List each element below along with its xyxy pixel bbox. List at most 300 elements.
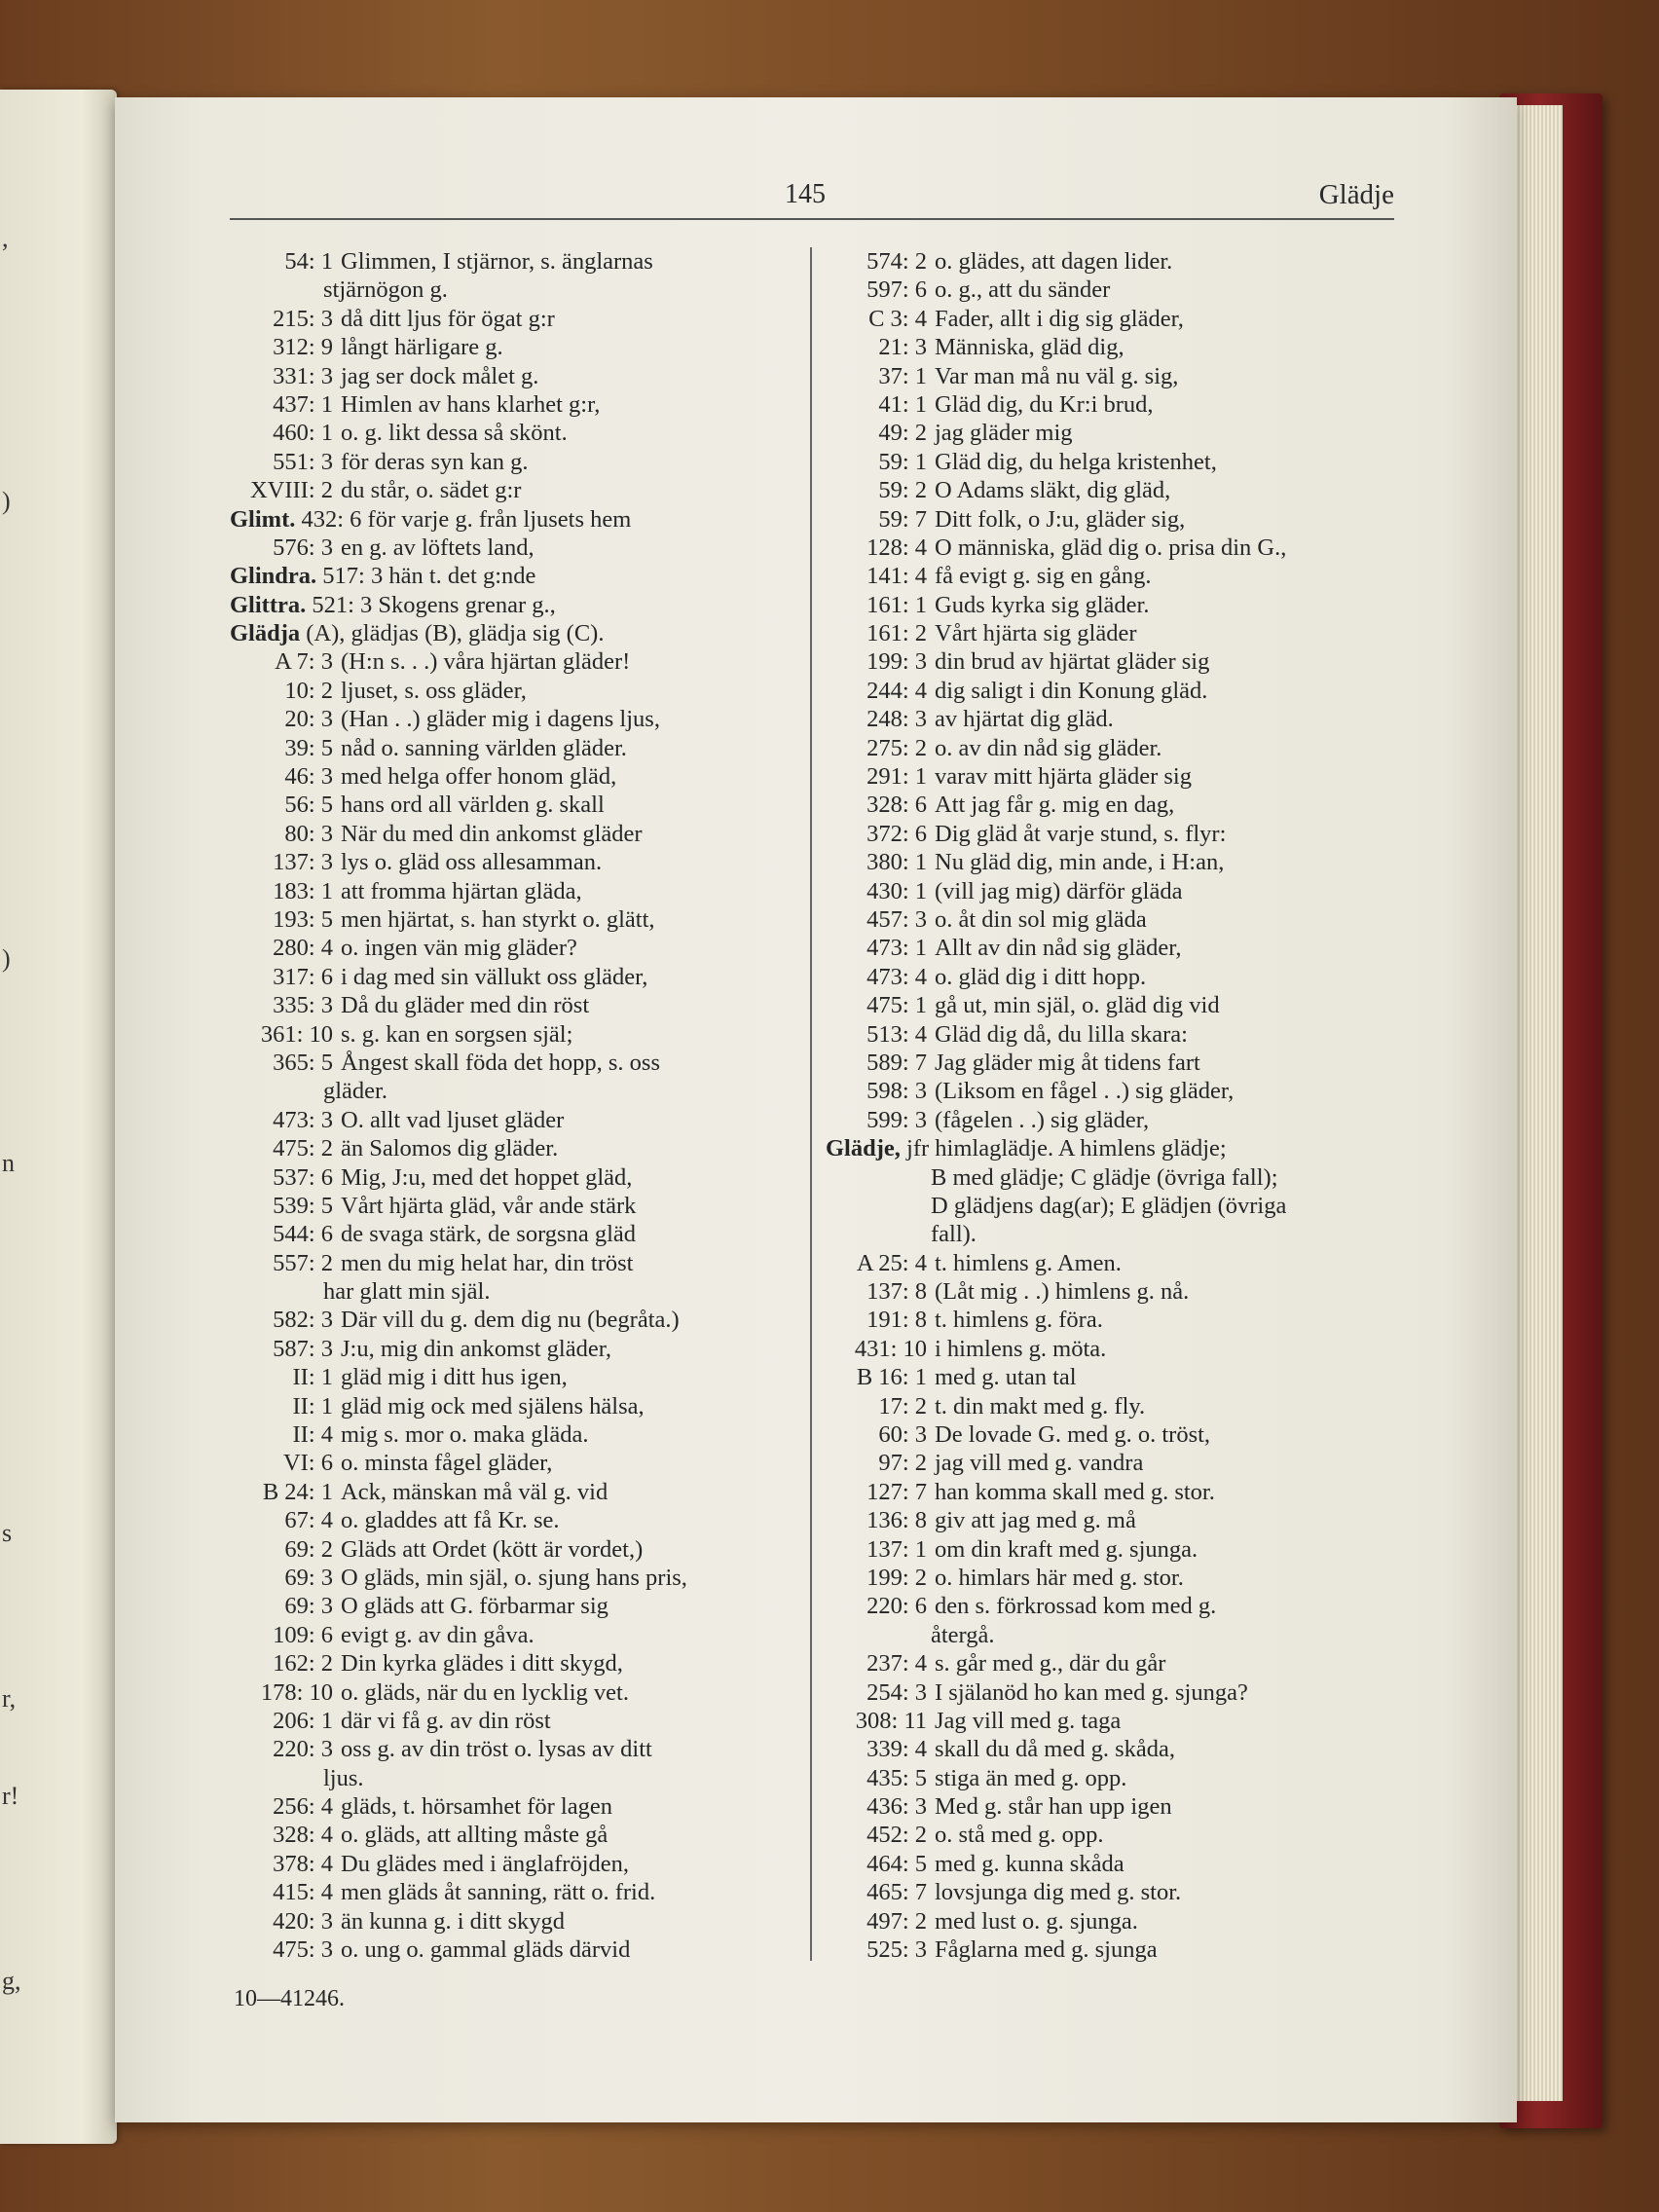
headword-line bbox=[826, 1134, 1392, 1162]
line-text: gläds, t. hörsamhet för lagen bbox=[341, 1793, 612, 1821]
line-text: oss g. av din tröst o. lysas av ditt bbox=[341, 1736, 652, 1763]
line-text: Jag gläder mig åt tidens fart bbox=[935, 1049, 1200, 1076]
line-text: Ack, mänskan må väl g. vid bbox=[341, 1478, 608, 1505]
line-text: Du glädes med i änglafröjden, bbox=[341, 1850, 629, 1877]
line-text: din brud av hjärtat gläder sig bbox=[935, 648, 1210, 676]
line-text: av hjärtat dig gläd. bbox=[935, 706, 1114, 733]
index-line bbox=[826, 762, 1392, 791]
hymn-reference: 460: 1 bbox=[273, 420, 333, 447]
index-line bbox=[826, 1506, 1392, 1534]
headword-text: 517: 3 hän t. det g:nde bbox=[322, 563, 536, 590]
hymn-reference: 380: 1 bbox=[866, 849, 927, 876]
hymn-reference: 361: 10 bbox=[260, 1020, 333, 1048]
index-line bbox=[230, 762, 793, 791]
hymn-reference: 437: 1 bbox=[273, 390, 333, 418]
index-line bbox=[826, 934, 1392, 962]
line-text: I själanöd ho kan med g. sjunga? bbox=[935, 1678, 1248, 1706]
index-line bbox=[826, 877, 1392, 905]
line-text: dig saligt i din Konung gläd. bbox=[935, 677, 1208, 704]
index-line bbox=[826, 1478, 1392, 1506]
line-text: Ditt folk, o J:u, gläder sig, bbox=[935, 505, 1186, 533]
line-text: stjärnögon g. bbox=[323, 276, 448, 304]
index-line bbox=[826, 1049, 1392, 1077]
line-text: o. gläds, när du en lycklig vet. bbox=[341, 1678, 629, 1706]
index-line bbox=[230, 1220, 793, 1248]
continuation-line bbox=[230, 276, 793, 304]
hymn-reference: 256: 4 bbox=[273, 1793, 333, 1821]
index-line bbox=[230, 677, 793, 705]
facing-page-edge bbox=[0, 90, 117, 2144]
hymn-reference: 430: 1 bbox=[866, 877, 927, 904]
line-text: lys o. gläd oss allesamman. bbox=[341, 849, 603, 876]
index-line bbox=[230, 1649, 793, 1677]
line-text: o. minsta fågel gläder, bbox=[341, 1450, 553, 1477]
hymn-reference: 161: 1 bbox=[866, 591, 927, 618]
index-line bbox=[230, 877, 793, 905]
hymn-reference: 317: 6 bbox=[273, 963, 333, 990]
hymn-reference: 244: 4 bbox=[866, 677, 927, 704]
index-line bbox=[230, 448, 793, 476]
line-text: o. ung o. gammal gläds därvid bbox=[341, 1936, 631, 1964]
line-text: (Liksom en fågel . .) sig gläder, bbox=[935, 1078, 1235, 1105]
line-text: Allt av din nåd sig gläder, bbox=[935, 935, 1182, 962]
line-text: Vårt hjärta gläd, vår ande stärk bbox=[341, 1192, 637, 1219]
hymn-reference: 162: 2 bbox=[273, 1650, 333, 1677]
page-number: 145 bbox=[785, 179, 826, 209]
hymn-reference: 328: 4 bbox=[273, 1822, 333, 1849]
line-text: än kunna g. i ditt skygd bbox=[341, 1907, 566, 1935]
line-text: Gläd dig, du Kr:i brud, bbox=[935, 390, 1154, 418]
hymn-reference: 39: 5 bbox=[284, 734, 333, 761]
index-line bbox=[230, 1134, 793, 1162]
index-line bbox=[826, 963, 1392, 991]
hymn-reference: 109: 6 bbox=[273, 1621, 333, 1648]
line-text: den s. förkrossad kom med g. bbox=[935, 1593, 1217, 1620]
index-line bbox=[230, 1392, 793, 1420]
index-line bbox=[230, 1592, 793, 1620]
line-text: o. åt din sol mig gläda bbox=[935, 905, 1147, 933]
hymn-reference: 576: 3 bbox=[273, 534, 333, 561]
index-line bbox=[230, 963, 793, 991]
hymn-reference: 378: 4 bbox=[273, 1850, 333, 1877]
index-line bbox=[826, 1335, 1392, 1363]
line-text: mig s. mor o. maka gläda. bbox=[341, 1421, 589, 1449]
hymn-reference: 191: 8 bbox=[866, 1307, 927, 1334]
index-line bbox=[826, 647, 1392, 676]
line-text: hans ord all världen g. skall bbox=[341, 792, 605, 819]
index-line bbox=[826, 448, 1392, 476]
line-text: Din kyrka glädes i ditt skygd, bbox=[341, 1650, 623, 1677]
index-line bbox=[230, 1363, 793, 1391]
index-line bbox=[230, 934, 793, 962]
hymn-reference: 59: 7 bbox=[878, 505, 927, 533]
hymn-reference: XVIII: 2 bbox=[249, 477, 333, 504]
line-text: giv att jag med g. må bbox=[935, 1507, 1136, 1534]
line-text: återgå. bbox=[931, 1621, 995, 1648]
index-line bbox=[230, 247, 793, 276]
line-text: få evigt g. sig en gång. bbox=[935, 563, 1152, 590]
hymn-reference: 128: 4 bbox=[866, 534, 927, 561]
index-line bbox=[826, 276, 1392, 304]
margin-fragment: ) bbox=[2, 487, 11, 515]
index-line bbox=[826, 1649, 1392, 1677]
index-line bbox=[230, 476, 793, 504]
line-text: gläd mig i ditt hus igen, bbox=[341, 1364, 568, 1391]
headword-text: (A), glädjas (B), glädja sig (C). bbox=[306, 620, 605, 647]
index-line bbox=[230, 1306, 793, 1334]
hymn-reference: 193: 5 bbox=[273, 905, 333, 933]
index-line bbox=[230, 1449, 793, 1477]
index-line bbox=[230, 1420, 793, 1449]
hymn-reference: 312: 9 bbox=[273, 334, 333, 361]
hymn-reference: 37: 1 bbox=[878, 362, 927, 389]
index-line bbox=[826, 734, 1392, 762]
line-text: Gläd dig, du helga kristenhet, bbox=[935, 448, 1217, 475]
line-text: Gläd dig då, du lilla skara: bbox=[935, 1020, 1188, 1048]
line-text: Himlen av hans klarhet g:r, bbox=[341, 390, 601, 418]
line-text: t. himlens g. Amen. bbox=[935, 1249, 1122, 1276]
line-text: D glädjens dag(ar); E glädjen (övriga bbox=[931, 1192, 1287, 1219]
index-line bbox=[230, 1735, 793, 1763]
hymn-reference: 237: 4 bbox=[866, 1650, 927, 1677]
line-text: ljuset, s. oss gläder, bbox=[341, 677, 527, 704]
hymn-reference: A 7: 3 bbox=[275, 648, 333, 676]
hymn-reference: 473: 1 bbox=[866, 935, 927, 962]
hymn-reference: 215: 3 bbox=[273, 305, 333, 332]
hymn-reference: 589: 7 bbox=[866, 1049, 927, 1076]
hymn-reference: II: 4 bbox=[292, 1421, 333, 1449]
margin-fragment: r, bbox=[2, 1684, 17, 1713]
index-line bbox=[230, 534, 793, 562]
headword-line bbox=[230, 505, 793, 534]
hymn-reference: 597: 6 bbox=[866, 276, 927, 304]
hymn-reference: C 3: 4 bbox=[868, 305, 927, 332]
line-text: Fåglarna med g. sjunga bbox=[935, 1936, 1158, 1964]
index-line bbox=[230, 1792, 793, 1821]
hymn-reference: 452: 2 bbox=[866, 1822, 927, 1849]
hymn-reference: 372: 6 bbox=[866, 820, 927, 847]
hymn-reference: 141: 4 bbox=[866, 563, 927, 590]
line-text: jag ser dock målet g. bbox=[341, 362, 539, 389]
index-line bbox=[230, 734, 793, 762]
line-text: s. går med g., där du går bbox=[935, 1650, 1166, 1677]
hymn-reference: 497: 2 bbox=[866, 1907, 927, 1935]
index-line bbox=[826, 1363, 1392, 1391]
line-text: Vårt hjärta sig gläder bbox=[935, 620, 1137, 647]
line-text: o. stå med g. opp. bbox=[935, 1822, 1104, 1849]
index-line bbox=[826, 1564, 1392, 1592]
index-line bbox=[826, 362, 1392, 390]
index-line bbox=[826, 305, 1392, 333]
hymn-reference: 97: 2 bbox=[878, 1450, 927, 1477]
line-text: men hjärtat, s. han styrkt o. glätt, bbox=[341, 905, 655, 933]
line-text: o. gladdes att få Kr. se. bbox=[341, 1507, 560, 1534]
hymn-reference: 415: 4 bbox=[273, 1879, 333, 1906]
index-line bbox=[230, 791, 793, 819]
index-line bbox=[826, 1707, 1392, 1735]
line-text: Med g. står han upp igen bbox=[935, 1793, 1172, 1821]
line-text: Mig, J:u, med det hoppet gläd, bbox=[341, 1163, 633, 1191]
index-line bbox=[826, 1020, 1392, 1049]
index-line bbox=[230, 705, 793, 733]
index-line bbox=[826, 1249, 1392, 1277]
index-line bbox=[826, 476, 1392, 504]
index-line bbox=[826, 1106, 1392, 1134]
continuation-line bbox=[826, 1192, 1392, 1220]
index-line bbox=[230, 820, 793, 848]
line-text: då ditt ljus för ögat g:r bbox=[341, 305, 555, 332]
index-line bbox=[230, 1878, 793, 1906]
line-text: skall du då med g. skåda, bbox=[935, 1736, 1175, 1763]
index-line bbox=[826, 1850, 1392, 1878]
index-line bbox=[826, 1392, 1392, 1420]
headword-line bbox=[230, 619, 793, 647]
index-line bbox=[826, 247, 1392, 276]
hymn-reference: 41: 1 bbox=[878, 390, 927, 418]
line-text: De lovade G. med g. o. tröst, bbox=[935, 1421, 1211, 1449]
continuation-line bbox=[230, 1277, 793, 1306]
headword: Glimt. bbox=[230, 505, 296, 533]
line-text: (Han . .) gläder mig i dagens ljus, bbox=[341, 706, 660, 733]
line-text: O gläds, min själ, o. sjung hans pris, bbox=[341, 1564, 687, 1591]
hymn-reference: 137: 1 bbox=[866, 1535, 927, 1563]
line-text: o. g. likt dessa så skönt. bbox=[341, 420, 568, 447]
running-head: Glädje bbox=[1318, 179, 1394, 210]
index-line bbox=[230, 1249, 793, 1277]
hymn-reference: 10: 2 bbox=[284, 677, 333, 704]
hymn-reference: 280: 4 bbox=[273, 935, 333, 962]
line-text: Var man må nu väl g. sig, bbox=[935, 362, 1179, 389]
hymn-reference: II: 1 bbox=[292, 1392, 333, 1419]
line-text: en g. av löftets land, bbox=[341, 534, 535, 561]
column-divider bbox=[810, 247, 812, 1961]
line-text: Nu gläd dig, min ande, i H:an, bbox=[935, 849, 1225, 876]
index-line bbox=[230, 647, 793, 676]
hymn-reference: 54: 1 bbox=[284, 248, 333, 275]
hymn-reference: 59: 2 bbox=[878, 477, 927, 504]
margin-fragment: , bbox=[2, 224, 9, 252]
headword: Glittra. bbox=[230, 591, 307, 618]
hymn-reference: 56: 5 bbox=[284, 792, 333, 819]
index-line bbox=[826, 848, 1392, 876]
index-line bbox=[826, 820, 1392, 848]
index-line bbox=[230, 1020, 793, 1049]
line-text: o. himlars här med g. stor. bbox=[935, 1564, 1184, 1591]
index-line bbox=[826, 1792, 1392, 1821]
line-text: Glimmen, I stjärnor, s. änglarnas bbox=[341, 248, 653, 275]
line-text: du står, o. sädet g:r bbox=[341, 477, 522, 504]
hymn-reference: 69: 2 bbox=[284, 1535, 333, 1563]
line-text: (Låt mig . .) himlens g. nå. bbox=[935, 1278, 1190, 1306]
hymn-reference: 464: 5 bbox=[866, 1850, 927, 1877]
line-text: Guds kyrka sig gläder. bbox=[935, 591, 1150, 618]
index-line bbox=[826, 905, 1392, 934]
headword: Glädja bbox=[230, 620, 301, 647]
line-text: Ångest skall föda det hopp, s. oss bbox=[341, 1049, 660, 1076]
hymn-reference: B 16: 1 bbox=[856, 1364, 927, 1391]
line-text: gläd mig ock med själens hälsa, bbox=[341, 1392, 645, 1419]
line-text: fall). bbox=[931, 1221, 977, 1248]
line-text: med helga offer honom gläd, bbox=[341, 763, 617, 791]
line-text: Fader, allt i dig sig gläder, bbox=[935, 305, 1184, 332]
line-text: t. himlens g. föra. bbox=[935, 1307, 1103, 1334]
line-text: O människa, gläd dig o. prisa din G., bbox=[935, 534, 1287, 561]
index-line bbox=[826, 1592, 1392, 1620]
line-text: s. g. kan en sorgsen själ; bbox=[341, 1020, 573, 1048]
hymn-reference: 20: 3 bbox=[284, 706, 333, 733]
index-line bbox=[826, 562, 1392, 590]
hymn-reference: 435: 5 bbox=[866, 1764, 927, 1791]
headword-line bbox=[230, 562, 793, 590]
hymn-reference: 331: 3 bbox=[273, 362, 333, 389]
line-text: om din kraft med g. sjunga. bbox=[935, 1535, 1198, 1563]
hymn-reference: 308: 11 bbox=[855, 1707, 927, 1734]
line-text: B med glädje; C glädje (övriga fall); bbox=[931, 1163, 1278, 1191]
hymn-reference: II: 1 bbox=[292, 1364, 333, 1391]
index-line bbox=[230, 419, 793, 447]
index-line bbox=[230, 1564, 793, 1592]
index-line bbox=[230, 1478, 793, 1506]
index-line bbox=[230, 1049, 793, 1077]
hymn-reference: 67: 4 bbox=[284, 1507, 333, 1534]
line-text: där vi få g. av din röst bbox=[341, 1707, 551, 1734]
line-text: O. allt vad ljuset gläder bbox=[341, 1106, 565, 1133]
hymn-reference: 525: 3 bbox=[866, 1936, 927, 1964]
line-text: Gläds att Ordet (kött är vordet,) bbox=[341, 1535, 644, 1563]
hymn-reference: 365: 5 bbox=[273, 1049, 333, 1076]
index-line bbox=[230, 991, 793, 1019]
line-text: långt härligare g. bbox=[341, 334, 503, 361]
hymn-reference: 59: 1 bbox=[878, 448, 927, 475]
line-text: Där vill du g. dem dig nu (begråta.) bbox=[341, 1307, 680, 1334]
line-text: att fromma hjärtan gläda, bbox=[341, 877, 582, 904]
index-line bbox=[230, 1850, 793, 1878]
hymn-reference: 544: 6 bbox=[273, 1221, 333, 1248]
hymn-reference: 574: 2 bbox=[866, 248, 927, 275]
headword: Glindra. bbox=[230, 563, 317, 590]
headword-text: 432: 6 för varje g. från ljusets hem bbox=[301, 505, 632, 533]
continuation-line bbox=[826, 1220, 1392, 1248]
index-line bbox=[230, 1936, 793, 1964]
index-line bbox=[826, 1936, 1392, 1964]
page-footer: 10—41246. bbox=[234, 1986, 345, 2011]
line-text: för deras syn kan g. bbox=[341, 448, 529, 475]
line-text: gläder. bbox=[323, 1078, 387, 1105]
index-line bbox=[826, 791, 1392, 819]
index-line bbox=[230, 1621, 793, 1649]
line-text: Jag vill med g. taga bbox=[935, 1707, 1122, 1734]
index-line bbox=[230, 1335, 793, 1363]
index-line bbox=[826, 1735, 1392, 1763]
line-text: i himlens g. möta. bbox=[935, 1335, 1107, 1362]
line-text: gå ut, min själ, o. gläd dig vid bbox=[935, 992, 1220, 1019]
index-line bbox=[230, 305, 793, 333]
hymn-reference: 457: 3 bbox=[866, 905, 927, 933]
line-text: nåd o. sanning världen gläder. bbox=[341, 734, 627, 761]
line-text: med g. utan tal bbox=[935, 1364, 1077, 1391]
index-line bbox=[826, 1420, 1392, 1449]
line-text: stiga än med g. opp. bbox=[935, 1764, 1127, 1791]
hymn-reference: 69: 3 bbox=[284, 1564, 333, 1591]
index-line bbox=[230, 1192, 793, 1220]
hymn-reference: 17: 2 bbox=[878, 1392, 927, 1419]
index-line bbox=[230, 390, 793, 419]
hymn-reference: 599: 3 bbox=[866, 1106, 927, 1133]
index-line bbox=[230, 905, 793, 934]
index-line bbox=[230, 1907, 793, 1936]
page-header bbox=[230, 179, 1394, 220]
hymn-reference: 137: 8 bbox=[866, 1278, 927, 1306]
index-line bbox=[826, 619, 1392, 647]
line-text: än Salomos dig gläder. bbox=[341, 1135, 559, 1162]
continuation-line bbox=[826, 1163, 1392, 1192]
line-text: ljus. bbox=[323, 1764, 364, 1791]
hymn-reference: 220: 3 bbox=[273, 1736, 333, 1763]
index-line bbox=[826, 591, 1392, 619]
index-line bbox=[826, 419, 1392, 447]
continuation-line bbox=[230, 1077, 793, 1105]
index-line bbox=[826, 1764, 1392, 1792]
line-text: men gläds åt sanning, rätt o. frid. bbox=[341, 1879, 656, 1906]
hymn-reference: 557: 2 bbox=[273, 1249, 333, 1276]
line-text: Då du gläder med din röst bbox=[341, 992, 590, 1019]
line-text: varav mitt hjärta gläder sig bbox=[935, 763, 1192, 791]
index-line bbox=[826, 1277, 1392, 1306]
line-text: o. g., att du sänder bbox=[935, 276, 1111, 304]
hymn-reference: 248: 3 bbox=[866, 706, 927, 733]
hymn-reference: 513: 4 bbox=[866, 1020, 927, 1048]
hymn-reference: 127: 7 bbox=[866, 1478, 927, 1505]
hymn-reference: 178: 10 bbox=[260, 1678, 333, 1706]
index-line bbox=[230, 1821, 793, 1849]
hymn-reference: 465: 7 bbox=[866, 1879, 927, 1906]
continuation-line bbox=[826, 1621, 1392, 1649]
index-line bbox=[826, 390, 1392, 419]
index-line bbox=[230, 1707, 793, 1735]
hymn-reference: 598: 3 bbox=[866, 1078, 927, 1105]
line-text: O Adams släkt, dig gläd, bbox=[935, 477, 1171, 504]
hymn-reference: 69: 3 bbox=[284, 1593, 333, 1620]
hymn-reference: 328: 6 bbox=[866, 792, 927, 819]
index-line bbox=[826, 1306, 1392, 1334]
line-text: t. din makt med g. fly. bbox=[935, 1392, 1146, 1419]
line-text: När du med din ankomst gläder bbox=[341, 820, 643, 847]
hymn-reference: 537: 6 bbox=[273, 1163, 333, 1191]
index-line bbox=[230, 1163, 793, 1192]
left-column bbox=[230, 247, 793, 1964]
hymn-reference: 539: 5 bbox=[273, 1192, 333, 1219]
line-text: de svaga stärk, de sorgsna gläd bbox=[341, 1221, 636, 1248]
hymn-reference: 582: 3 bbox=[273, 1307, 333, 1334]
line-text: han komma skall med g. stor. bbox=[935, 1478, 1215, 1505]
right-column bbox=[826, 247, 1392, 1964]
line-text: jag vill med g. vandra bbox=[935, 1450, 1144, 1477]
headword-text: jfr himlaglädje. A himlens glädje; bbox=[906, 1135, 1227, 1162]
hymn-reference: 551: 3 bbox=[273, 448, 333, 475]
line-text: o. gläd dig i ditt hopp. bbox=[935, 963, 1147, 990]
hymn-reference: 473: 3 bbox=[273, 1106, 333, 1133]
hymn-reference: 60: 3 bbox=[878, 1421, 927, 1449]
hymn-reference: 335: 3 bbox=[273, 992, 333, 1019]
headword: Glädje, bbox=[826, 1135, 901, 1162]
hymn-reference: 420: 3 bbox=[273, 1907, 333, 1935]
hymn-reference: B 24: 1 bbox=[262, 1478, 333, 1505]
line-text: evigt g. av din gåva. bbox=[341, 1621, 535, 1648]
continuation-line bbox=[230, 1764, 793, 1792]
index-line bbox=[826, 1449, 1392, 1477]
hymn-reference: 80: 3 bbox=[284, 820, 333, 847]
index-line bbox=[230, 1106, 793, 1134]
